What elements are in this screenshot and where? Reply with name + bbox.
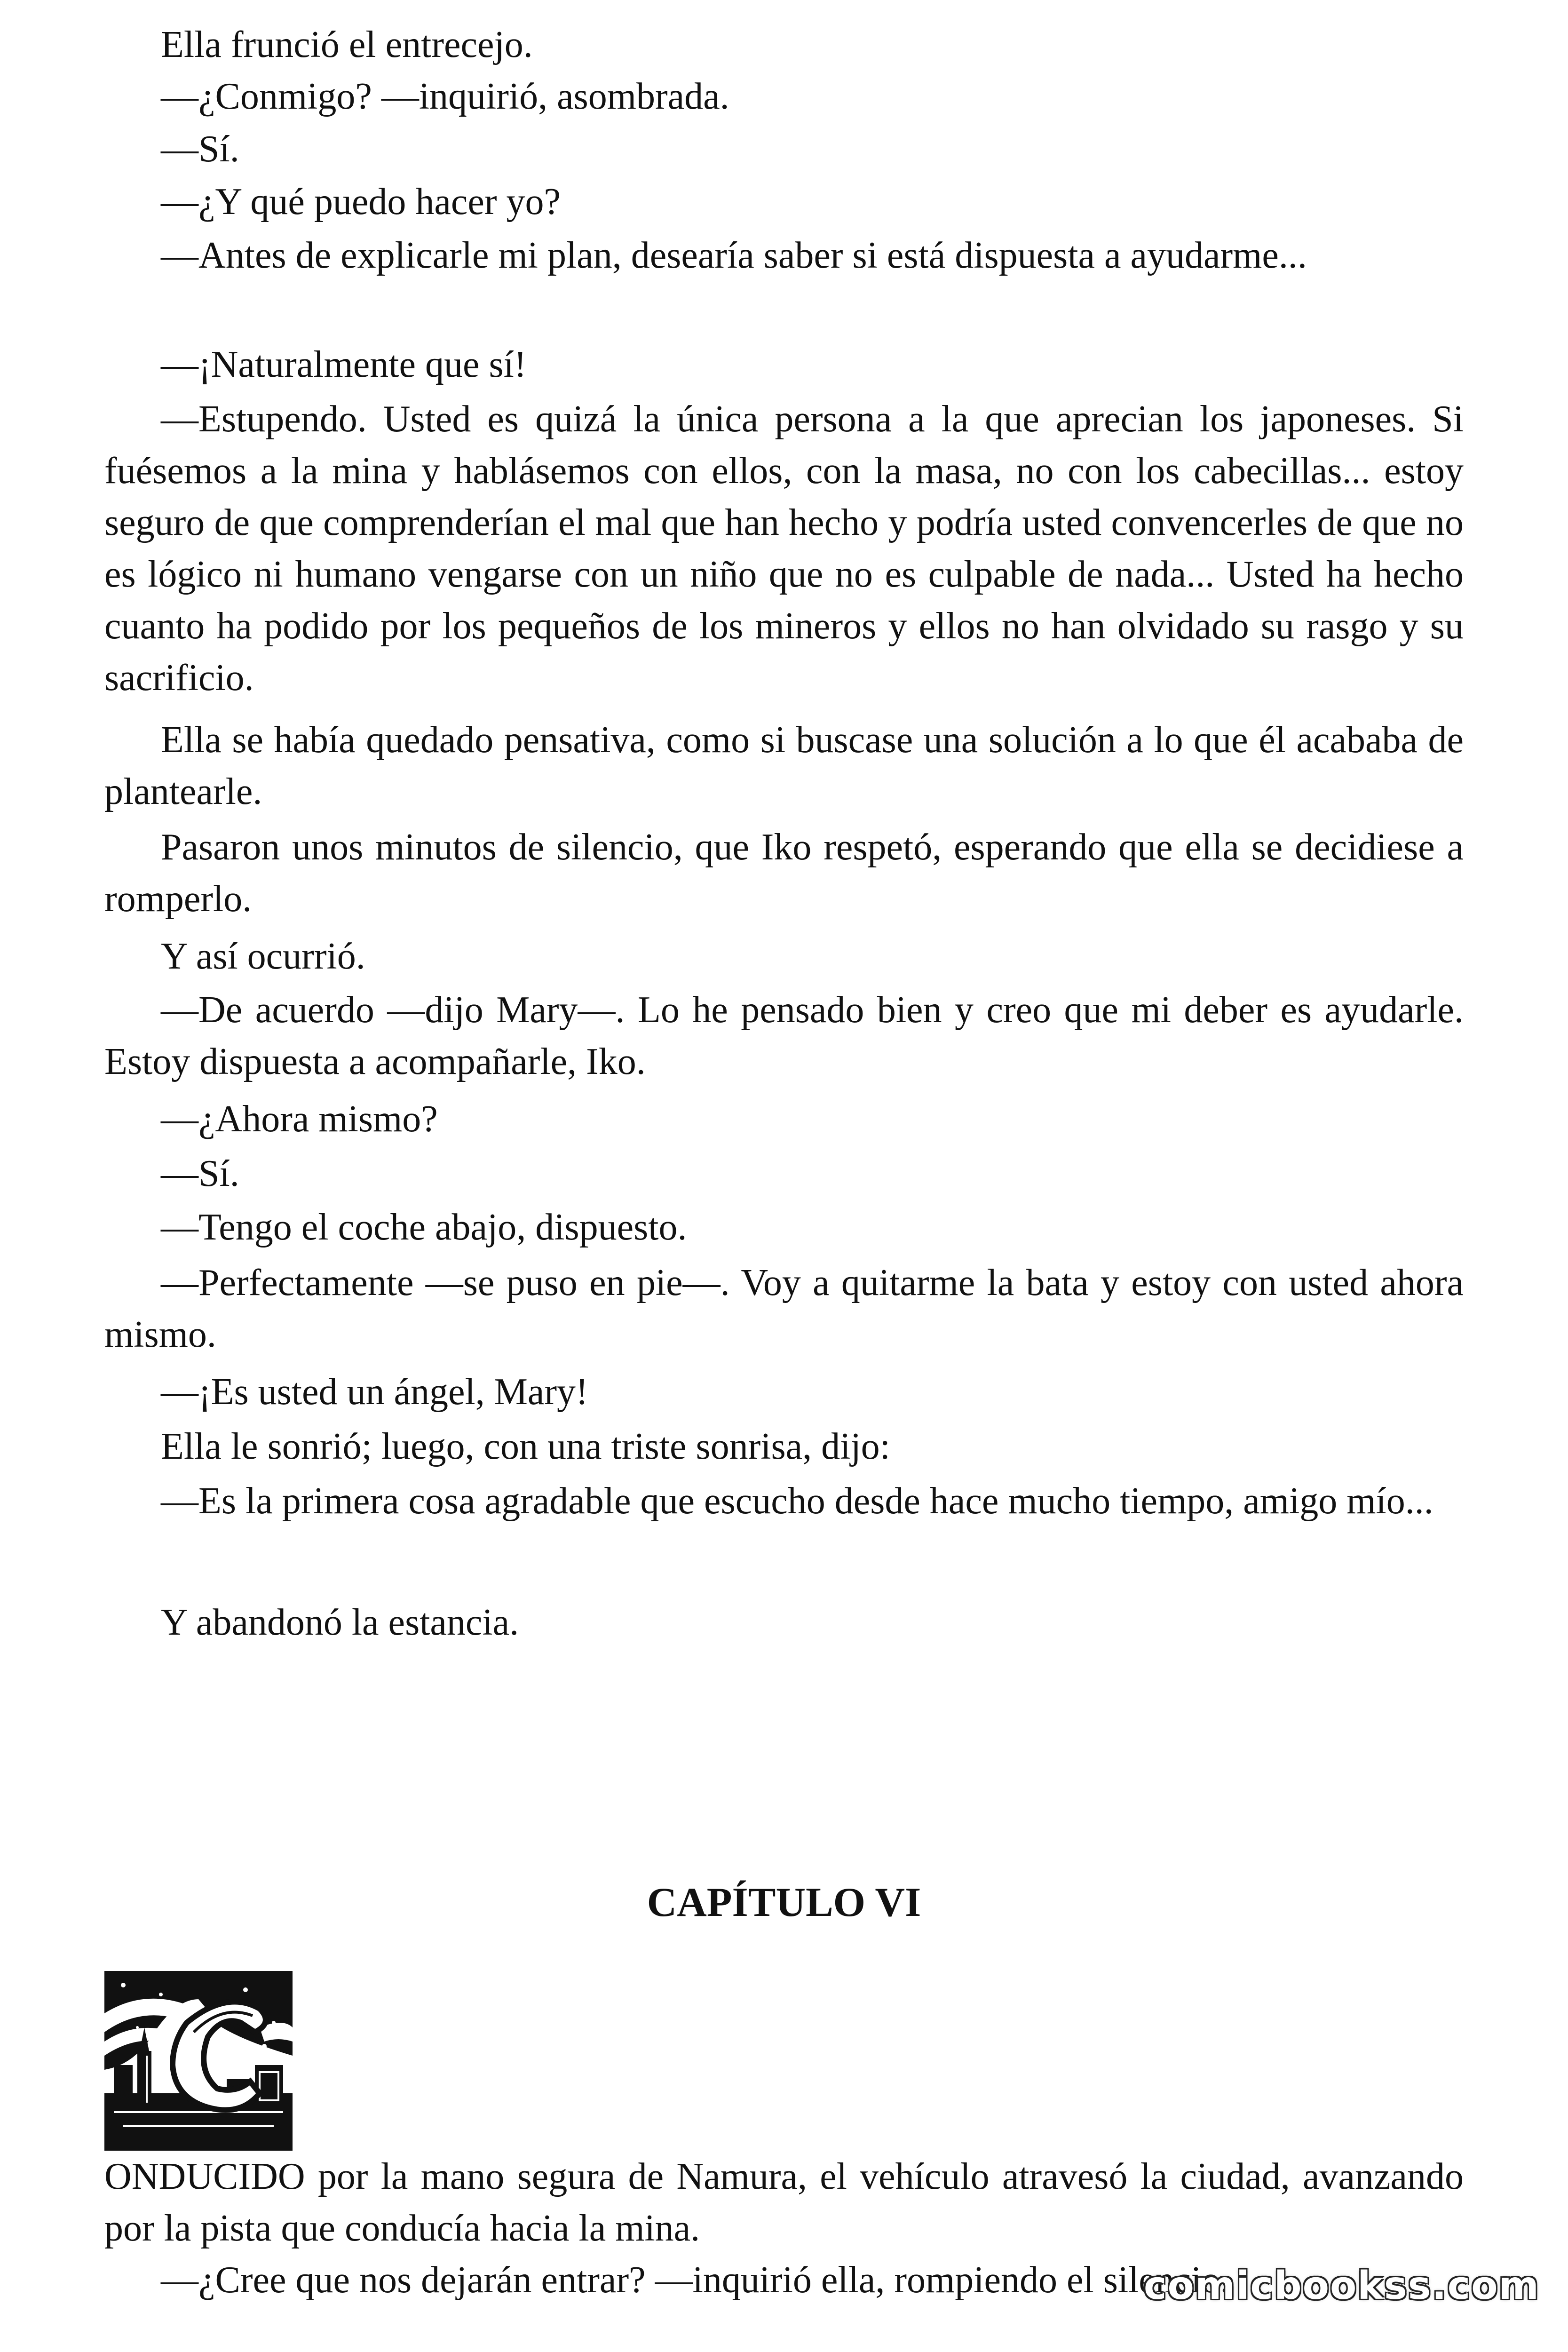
paragraph: —Perfectamente —se puso en pie—. Voy a quitarme la bata y estoy con usted ahora mismo.: [104, 1262, 1464, 1355]
paragraph: —Estupendo. Usted es quizá la única persona a la que aprecian los japoneses. Si fuésemos a la mina y hablásemos con ellos, con la masa, no con los cabecillas... estoy seguro de que comprenderían el mal que han hecho y podría usted convencerles de que no es lógico ni humano vengarse con un niño que no es culpable de nada... Usted ha hecho cuanto ha podido por los pequeños de los mineros y ellos no han olvidado su rasgo y su sacrificio.: [104, 398, 1464, 699]
paragraph: —Tengo el coche abajo, dispuesto.: [161, 1207, 687, 1248]
paragraph: —¿Cree que nos dejarán entrar? —inquirió ella, rompiendo el silencio.: [161, 2259, 1230, 2301]
paragraph: Ella le sonrió; luego, con una triste sonrisa, dijo:: [161, 1426, 890, 1467]
paragraph: Y abandonó la estancia.: [161, 1602, 519, 1643]
paragraph: —De acuerdo —dijo Mary—. Lo he pensado bien y creo que mi deber es ayudarle. Estoy dispuesta a acompañarle, Iko.: [104, 989, 1464, 1082]
paragraph: —¡Es usted un ángel, Mary!: [161, 1371, 588, 1413]
chapter-heading: CAPÍTULO VI: [647, 1880, 921, 1925]
paragraph: Pasaron unos minutos de silencio, que Iko respetó, esperando que ella se decidiese a romperlo.: [104, 826, 1464, 920]
paragraph: Ella se había quedado pensativa, como si buscase una solución a lo que él acababa de plantearle.: [104, 719, 1464, 812]
paragraph: —Antes de explicarle mi plan, desearía saber si está dispuesta a ayudarme...: [161, 235, 1307, 276]
paragraph: —¿Conmigo? —inquirió, asombrada.: [161, 76, 729, 117]
paragraph: —Es la primera cosa agradable que escucho desde hace mucho tiempo, amigo mío...: [161, 1480, 1433, 1522]
paragraph: —¿Ahora mismo?: [161, 1098, 438, 1140]
paragraph: —¡Naturalmente que sí!: [161, 344, 527, 385]
chapter-opening-paragraph: ONDUCIDO por la mano segura de Namura, el vehículo atravesó la ciudad, avanzando por la pista que conducía hacia la mina.: [104, 2156, 1464, 2249]
watermark-text: comicbookss.com: [1143, 2264, 1540, 2308]
paragraph: —Sí.: [161, 1153, 239, 1194]
paragraph: —¿Y qué puedo hacer yo?: [161, 181, 561, 222]
drop-cap-illustration: [104, 1971, 293, 2151]
paragraph: —Sí.: [161, 128, 239, 170]
paragraph: Ella frunció el entrecejo.: [161, 24, 533, 65]
paragraph: Y así ocurrió.: [161, 936, 365, 977]
drop-cap-art: [104, 1971, 293, 2151]
